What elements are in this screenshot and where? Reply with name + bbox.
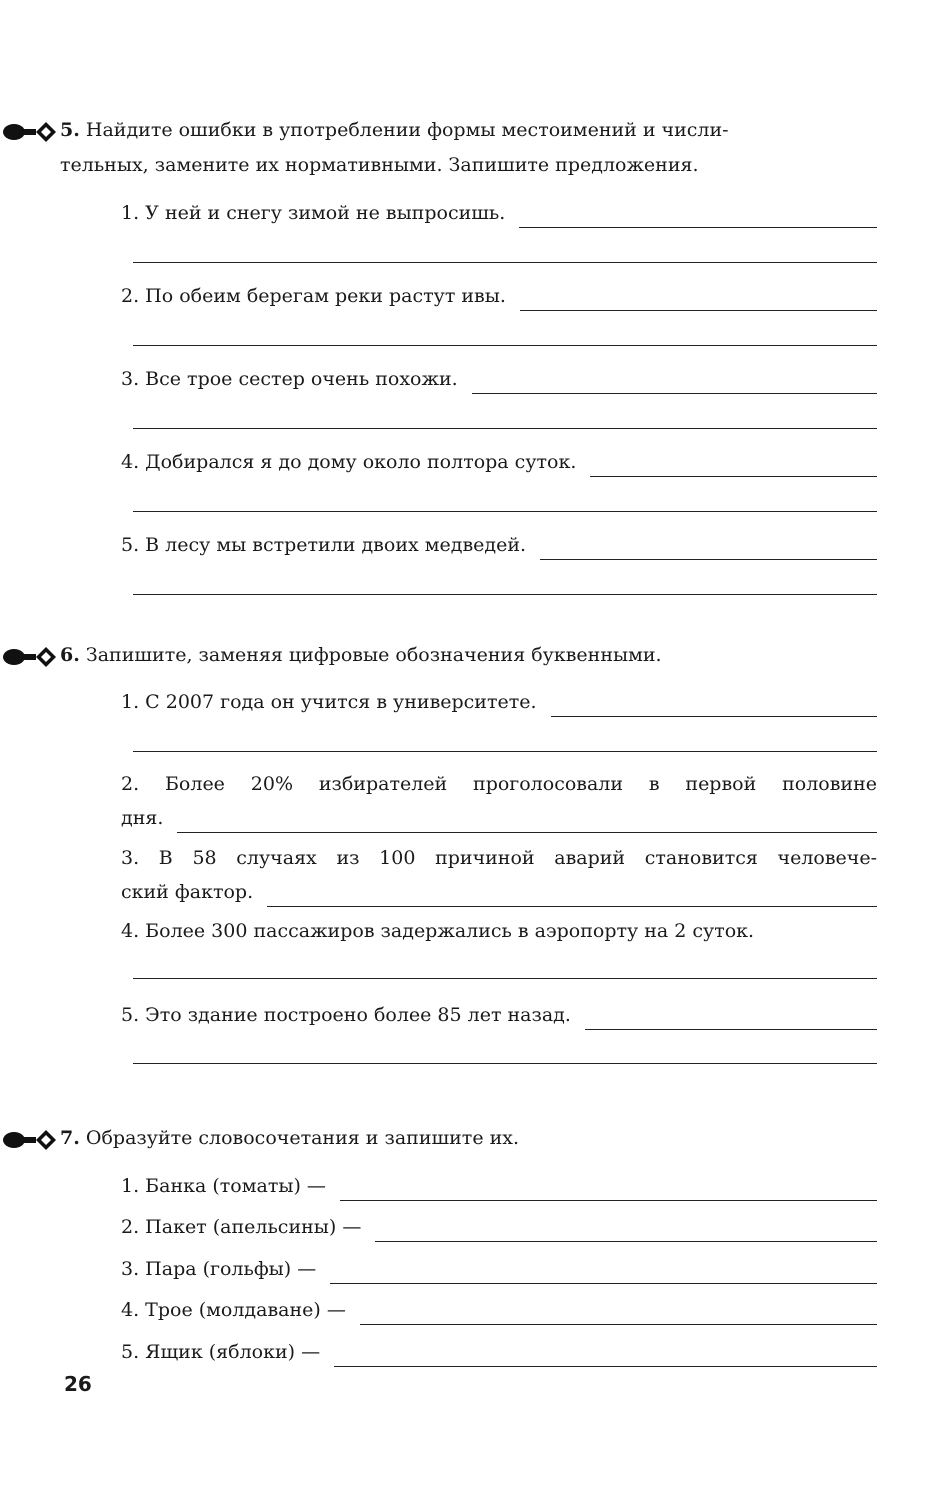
task-6-item-2-text-end: дня. xyxy=(121,807,164,829)
task-7-item-1-text: 1. Банка (томаты) — xyxy=(121,1175,326,1197)
answer-line[interactable] xyxy=(133,1063,877,1064)
task-5-item-2 xyxy=(121,277,877,311)
task-5-instruction-line2: тельных, замените их нормативными. Запишите предложения. xyxy=(60,154,699,176)
task-5-item-3 xyxy=(121,360,877,394)
task-6-item-3-text-end: ский фактор. xyxy=(121,881,254,903)
answer-line[interactable] xyxy=(360,1302,877,1325)
answer-line[interactable] xyxy=(472,371,877,394)
task-5-item-5 xyxy=(121,526,877,560)
task-5-number: 5. xyxy=(60,119,80,141)
answer-line[interactable] xyxy=(330,1261,877,1284)
answer-line[interactable] xyxy=(519,205,877,228)
task-5-item-1-text: 1. У ней и снегу зимой не выпросишь. xyxy=(121,202,506,224)
task-5-item-5-text: 5. В лесу мы встретили двоих медведей. xyxy=(121,534,527,556)
task-7-item-2-text: 2. Пакет (апельсины) — xyxy=(121,1216,362,1238)
task-6-item-2-line2 xyxy=(121,799,877,833)
task-5-item-4-text: 4. Добирался я до дому около полтора суток. xyxy=(121,451,577,473)
task-5-item-1 xyxy=(121,194,877,228)
task-5-item-3-text: 3. Все трое сестер очень похожи. xyxy=(121,368,458,390)
task-7-item-5 xyxy=(121,1333,877,1367)
answer-line[interactable] xyxy=(133,978,877,979)
answer-line[interactable] xyxy=(520,288,877,311)
task-7-item-2 xyxy=(121,1208,877,1242)
task-7-item-3-text: 3. Пара (гольфы) — xyxy=(121,1258,317,1280)
task-6-instruction: Запишите, заменяя цифровые обозначения буквенными. xyxy=(85,644,662,666)
answer-line[interactable] xyxy=(133,262,877,263)
answer-line[interactable] xyxy=(133,751,877,752)
answer-line[interactable] xyxy=(540,537,877,560)
task-5-item-4 xyxy=(121,443,877,477)
task-6-number: 6. xyxy=(60,644,80,666)
task-7-item-3 xyxy=(121,1250,877,1284)
task-6-item-3-line1: 3. В 58 случаях из 100 причиной аварий становится человече- xyxy=(121,847,877,869)
answer-line[interactable] xyxy=(133,345,877,346)
task-7-number: 7. xyxy=(60,1127,80,1149)
task-5-item-2-text: 2. По обеим берегам реки растут ивы. xyxy=(121,285,506,307)
task-marker-icon xyxy=(2,1130,57,1150)
task-7-instruction: Образуйте словосочетания и запишите их. xyxy=(85,1127,520,1149)
answer-line[interactable] xyxy=(133,511,877,512)
answer-line[interactable] xyxy=(177,810,877,833)
answer-line[interactable] xyxy=(133,594,877,595)
answer-line[interactable] xyxy=(133,428,877,429)
task-6-item-5-text: 5. Это здание построено более 85 лет назад. xyxy=(121,1004,571,1026)
task-marker-icon xyxy=(2,647,57,667)
answer-line[interactable] xyxy=(267,884,877,907)
task-6-item-3-line2 xyxy=(121,873,877,907)
task-6-heading xyxy=(60,638,880,673)
answer-line[interactable] xyxy=(375,1219,877,1242)
answer-line[interactable] xyxy=(334,1344,877,1367)
task-7-item-1 xyxy=(121,1167,877,1201)
task-6-item-5 xyxy=(121,996,877,1030)
answer-line[interactable] xyxy=(590,454,877,477)
answer-line[interactable] xyxy=(551,694,877,717)
task-6-item-1 xyxy=(121,683,877,717)
task-6-item-4 xyxy=(121,912,877,946)
task-7-heading xyxy=(60,1121,880,1156)
task-marker-icon xyxy=(2,122,57,142)
task-5-heading xyxy=(60,113,880,183)
task-5-instruction-line1: Найдите ошибки в употреблении формы местоимений и числи- xyxy=(85,119,729,141)
task-7-item-4 xyxy=(121,1291,877,1325)
task-6-item-2-line1: 2. Более 20% избирателей проголосовали в первой половине xyxy=(121,773,877,795)
answer-line[interactable] xyxy=(585,1007,877,1030)
page-number: 26 xyxy=(64,1372,92,1396)
task-7-item-4-text: 4. Трое (молдаване) — xyxy=(121,1299,346,1321)
task-7-item-5-text: 5. Ящик (яблоки) — xyxy=(121,1341,321,1363)
answer-line[interactable] xyxy=(340,1178,877,1201)
task-6-item-1-text: 1. С 2007 года он учится в университете. xyxy=(121,691,537,713)
task-6-item-4-text: 4. Более 300 пассажиров задержались в аэропорту на 2 суток. xyxy=(121,920,755,942)
